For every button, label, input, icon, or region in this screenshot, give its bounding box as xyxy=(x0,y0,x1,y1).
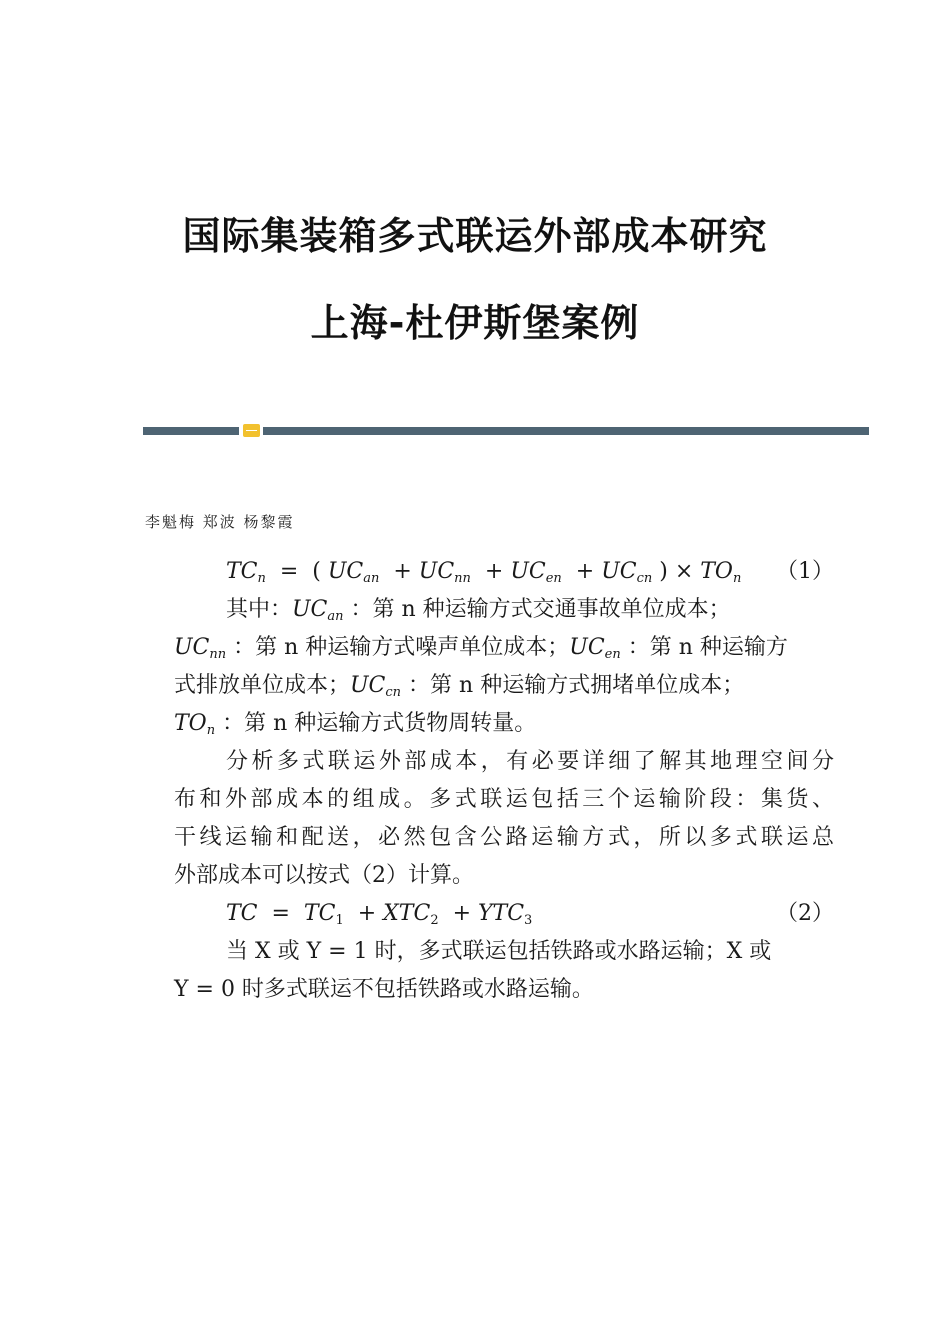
equation-2-number: （2） xyxy=(776,901,834,926)
title-divider-left xyxy=(143,427,239,435)
definition-line-3: 式排放单位成本；$UC_{cn}$ ：第 n 种运输方式拥堵单位成本； xyxy=(174,673,745,700)
def-emission-a: ：第 n 种运输方 xyxy=(627,635,788,660)
equation-1 xyxy=(226,555,834,589)
divider-ornament-icon xyxy=(243,424,260,437)
document-subtitle: 上海-杜伊斯堡案例 xyxy=(310,301,640,345)
title-divider-right xyxy=(263,427,869,435)
paragraph-2-line-1: 分析多式联运外部成本，有必要详细了解其地理空间分 xyxy=(226,749,834,774)
equation-2-body: TC = $TC_1 + XTC_2 + YTC_3$ xyxy=(226,901,533,928)
equation-1-body: $TC_n$ = ( $UC_{an} + UC_{nn} + UC_{en} + UC_{cn}$ ) × $TO_n$ xyxy=(226,559,742,586)
paragraph-3-line-1: 当 X 或 Y = 1 时，多式联运包括铁路或水路运输；X 或 xyxy=(226,939,772,964)
paragraph-3-line-2: Y = 0 时多式联运不包括铁路或水路运输。 xyxy=(174,977,594,1002)
def-congestion: ：第 n 种运输方式拥堵单位成本； xyxy=(408,673,745,698)
definition-line-4: $TO_n$ ：第 n 种运输方式货物周转量。 xyxy=(174,711,537,738)
equation-2 xyxy=(226,897,834,931)
def-noise: ：第 n 种运输方式噪声单位成本； xyxy=(233,635,570,660)
document-title: 国际集装箱多式联运外部成本研究 xyxy=(182,214,768,258)
paragraph-2-line-2: 布和外部成本的组成。多式联运包括三个运输阶段：集货、 xyxy=(174,787,834,812)
where-prefix: 其中： xyxy=(226,597,293,622)
definition-line-2: $UC_{nn}$ ：第 n 种运输方式噪声单位成本；$UC_{en}$ ：第 n 种运输方 xyxy=(174,635,788,662)
author-list: 李魁梅 郑波 杨黎霞 xyxy=(145,513,295,531)
definition-line-1: 其中：$UC_{an}$ ：第 n 种运输方式交通事故单位成本； xyxy=(226,597,731,624)
paragraph-2-line-3: 干线运输和配送，必然包含公路运输方式，所以多式联运总 xyxy=(174,825,834,850)
paragraph-2-line-4: 外部成本可以按式（2）计算。 xyxy=(174,863,474,888)
def-turnover: ：第 n 种运输方式货物周转量。 xyxy=(222,711,537,736)
equation-1-number: （1） xyxy=(776,559,834,584)
def-accident: ：第 n 种运输方式交通事故单位成本； xyxy=(350,597,731,622)
def-emission-b: 式排放单位成本； xyxy=(174,673,351,698)
